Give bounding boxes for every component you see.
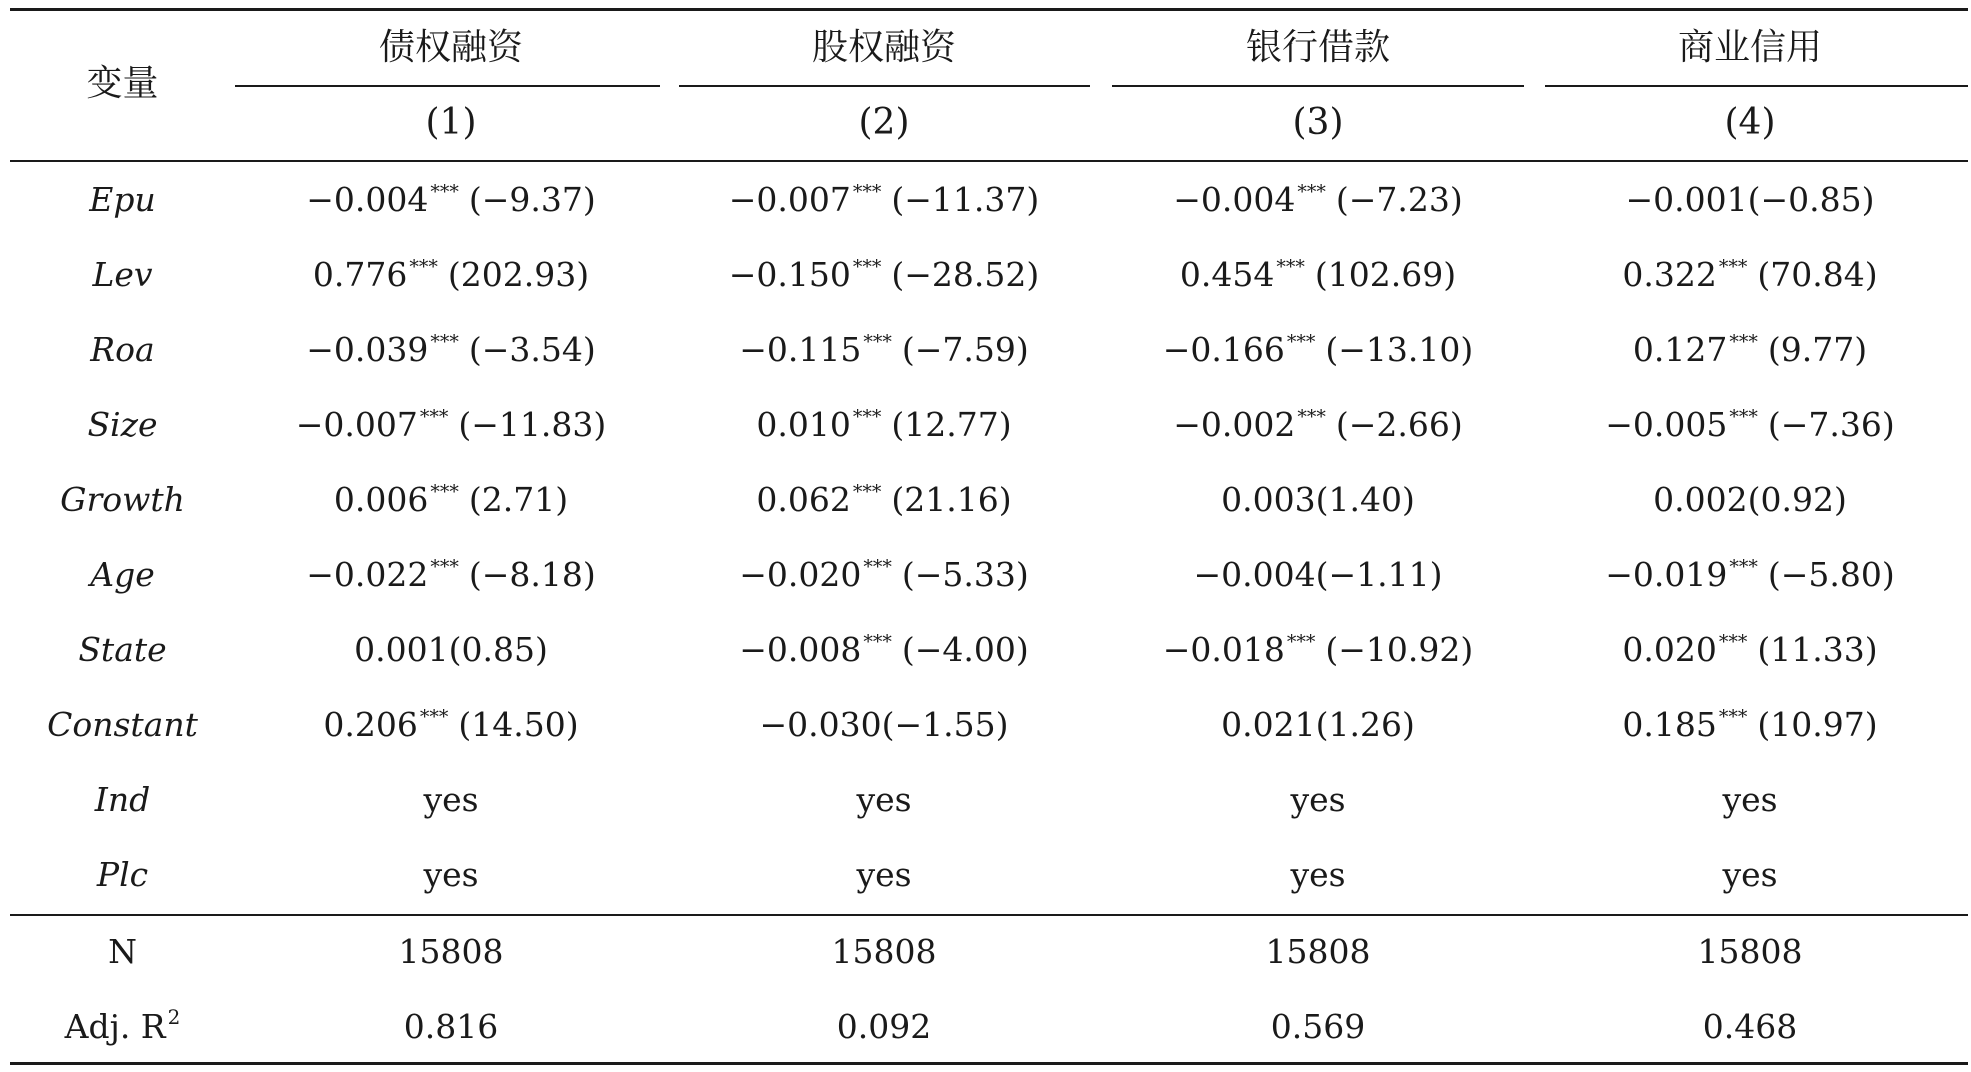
coefficient-value: 0.322 — [1622, 255, 1717, 294]
group-underline-2 — [679, 85, 1090, 87]
coefficient-value: 0.010 — [756, 405, 851, 444]
t-statistic: (−4.00) — [901, 630, 1029, 669]
t-statistic: (10.97) — [1757, 705, 1878, 744]
t-statistic: (9.77) — [1767, 330, 1868, 369]
coefficient-value: −0.166 — [1162, 330, 1285, 369]
variable-name: Growth — [60, 480, 185, 519]
coefficient-value: −0.008 — [739, 630, 862, 669]
coefficient-value: −0.039 — [306, 330, 429, 369]
t-statistic: (−8.18) — [468, 555, 596, 594]
significance-stars: *** — [430, 481, 459, 503]
stat-label — [10, 992, 235, 1062]
group-underline-1 — [235, 85, 660, 87]
variable-name: Ind — [94, 780, 151, 819]
stat-label — [10, 917, 235, 987]
significance-stars: *** — [1718, 631, 1748, 653]
coefficient-value: yes — [1722, 780, 1778, 819]
significance-stars: *** — [1718, 706, 1748, 728]
coefficient-cell — [236, 690, 666, 760]
stat-value: 0.092 — [836, 1007, 932, 1046]
coefficient-value: yes — [423, 855, 479, 894]
significance-stars: *** — [852, 181, 882, 203]
coefficient-value: −0.150 — [728, 255, 851, 294]
coefficient-value: yes — [1722, 855, 1778, 894]
coefficient-cell — [1535, 765, 1965, 835]
significance-stars: *** — [1718, 256, 1748, 278]
coefficient-cell — [236, 540, 666, 610]
t-statistic: (−1.11) — [1315, 555, 1443, 594]
coefficient-value: −0.020 — [739, 555, 862, 594]
significance-stars: *** — [863, 631, 892, 653]
coefficient-cell — [1535, 465, 1965, 535]
coefficient-value: −0.115 — [739, 330, 862, 369]
variable-name: State — [78, 630, 167, 669]
coefficient-value: 0.003 — [1221, 480, 1316, 519]
coefficient-value: −0.030 — [759, 705, 882, 744]
coefficient-cell — [236, 840, 666, 910]
group-header-1: 债权融资 — [378, 27, 523, 68]
coefficient-cell — [236, 465, 666, 535]
significance-stars: *** — [430, 181, 459, 203]
header-rule — [10, 160, 1968, 162]
model-number-3: (3) — [1292, 102, 1344, 143]
variable-name: Age — [90, 555, 155, 594]
significance-stars: *** — [852, 481, 882, 503]
coefficient-value: 0.206 — [323, 705, 418, 744]
coefficient-cell — [1103, 765, 1533, 835]
t-statistic: (−5.80) — [1767, 555, 1895, 594]
t-statistic: (11.33) — [1757, 630, 1878, 669]
coefficient-value: −0.001 — [1625, 180, 1748, 219]
coefficient-cell — [669, 165, 1099, 235]
t-statistic: (−3.54) — [468, 330, 596, 369]
coefficient-cell — [236, 240, 666, 310]
variable-name: Epu — [89, 180, 156, 219]
coefficient-cell — [669, 540, 1099, 610]
stat-superscript: 2 — [167, 1005, 181, 1029]
significance-stars: *** — [409, 256, 438, 278]
t-statistic: (−9.37) — [468, 180, 596, 219]
coefficient-value: 0.002 — [1653, 480, 1748, 519]
coefficient-value: 0.185 — [1622, 705, 1717, 744]
coefficient-cell — [1535, 390, 1965, 460]
significance-stars: *** — [430, 331, 459, 353]
coefficient-value: −0.018 — [1162, 630, 1285, 669]
coefficient-value: −0.004 — [1193, 555, 1316, 594]
variable-name: Size — [87, 405, 158, 444]
significance-stars: *** — [1297, 181, 1326, 203]
variable-header: 变量 — [86, 63, 159, 104]
coefficient-cell — [1103, 615, 1533, 685]
significance-stars: *** — [863, 556, 892, 578]
coefficient-value: 0.001 — [354, 630, 449, 669]
coefficient-cell — [1103, 840, 1533, 910]
model-number-4: (4) — [1724, 102, 1776, 143]
group-underline-4 — [1545, 85, 1968, 87]
group-header-3: 银行借款 — [1245, 27, 1390, 68]
significance-stars: *** — [1286, 631, 1316, 653]
t-statistic: (−28.52) — [891, 255, 1040, 294]
significance-stars: *** — [430, 556, 459, 578]
coefficient-value: −0.005 — [1605, 405, 1728, 444]
coefficient-cell — [1103, 240, 1533, 310]
coefficient-value: yes — [423, 780, 479, 819]
t-statistic: (2.71) — [468, 480, 569, 519]
coefficient-value: yes — [856, 855, 912, 894]
t-statistic: (−11.83) — [458, 405, 607, 444]
stats-rule — [10, 914, 1968, 916]
coefficient-value: 0.776 — [312, 255, 408, 294]
significance-stars: *** — [1729, 556, 1758, 578]
coefficient-cell — [1103, 540, 1533, 610]
significance-stars: *** — [419, 706, 449, 728]
coefficient-cell — [236, 315, 666, 385]
significance-stars: *** — [1729, 331, 1758, 353]
variable-name: Lev — [92, 255, 153, 294]
coefficient-value: yes — [856, 780, 912, 819]
coefficient-cell — [669, 690, 1099, 760]
t-statistic: (21.16) — [891, 480, 1012, 519]
t-statistic: (−1.55) — [881, 705, 1009, 744]
t-statistic: (202.93) — [447, 255, 590, 294]
coefficient-value: −0.007 — [295, 405, 418, 444]
t-statistic: (−7.36) — [1767, 405, 1895, 444]
coefficient-cell — [236, 615, 666, 685]
model-number-1: (1) — [425, 102, 477, 143]
significance-stars: *** — [1297, 406, 1326, 428]
model-number-2: (2) — [858, 102, 910, 143]
coefficient-cell — [669, 840, 1099, 910]
coefficient-cell — [1535, 240, 1965, 310]
coefficient-cell — [1535, 165, 1965, 235]
t-statistic: (−0.85) — [1747, 180, 1875, 219]
t-statistic: (−10.92) — [1325, 630, 1474, 669]
coefficient-cell — [669, 615, 1099, 685]
coefficient-cell — [236, 765, 666, 835]
stat-value: 15808 — [1697, 932, 1803, 971]
t-statistic: (1.26) — [1315, 705, 1415, 744]
coefficient-cell — [1535, 540, 1965, 610]
bottom-rule — [10, 1062, 1968, 1065]
coefficient-cell — [1535, 690, 1965, 760]
stat-value: 0.468 — [1702, 1007, 1798, 1046]
coefficient-cell — [1535, 615, 1965, 685]
t-statistic: (102.69) — [1314, 255, 1457, 294]
coefficient-value: 0.021 — [1221, 705, 1316, 744]
t-statistic: (−5.33) — [901, 555, 1029, 594]
stat-name: Adj. R — [64, 1007, 166, 1046]
coefficient-value: −0.022 — [306, 555, 429, 594]
significance-stars: *** — [852, 406, 882, 428]
t-statistic: (70.84) — [1757, 255, 1878, 294]
top-rule — [10, 8, 1968, 11]
significance-stars: *** — [852, 256, 882, 278]
coefficient-value: yes — [1290, 855, 1346, 894]
t-statistic: (0.85) — [448, 630, 548, 669]
coefficient-cell — [669, 240, 1099, 310]
coefficient-cell — [1535, 840, 1965, 910]
variable-name: Roa — [90, 330, 155, 369]
significance-stars: *** — [419, 406, 449, 428]
significance-stars: *** — [1286, 331, 1316, 353]
coefficient-value: 0.127 — [1632, 330, 1728, 369]
stat-value: 15808 — [398, 932, 504, 971]
coefficient-value: 0.062 — [756, 480, 851, 519]
group-underline-3 — [1112, 85, 1524, 87]
t-statistic: (−2.66) — [1335, 405, 1463, 444]
stat-value: 15808 — [1265, 932, 1371, 971]
variable-name: Plc — [96, 855, 149, 894]
t-statistic: (−7.59) — [901, 330, 1029, 369]
coefficient-value: 0.006 — [333, 480, 429, 519]
coefficient-value: −0.019 — [1605, 555, 1728, 594]
coefficient-cell — [669, 315, 1099, 385]
coefficient-cell — [236, 390, 666, 460]
group-header-4: 商业信用 — [1677, 27, 1822, 68]
significance-stars: *** — [1276, 256, 1305, 278]
coefficient-cell — [669, 390, 1099, 460]
coefficient-value: −0.004 — [306, 180, 429, 219]
stat-name: N — [108, 932, 137, 971]
coefficient-cell — [1103, 690, 1533, 760]
t-statistic: (1.40) — [1315, 480, 1415, 519]
t-statistic: (12.77) — [891, 405, 1012, 444]
t-statistic: (−13.10) — [1325, 330, 1474, 369]
significance-stars: *** — [1729, 406, 1758, 428]
coefficient-cell — [669, 465, 1099, 535]
stat-value: 15808 — [831, 932, 937, 971]
coefficient-cell — [236, 165, 666, 235]
coefficient-cell — [1103, 390, 1533, 460]
t-statistic: (−7.23) — [1335, 180, 1463, 219]
coefficient-value: 0.020 — [1622, 630, 1717, 669]
t-statistic: (0.92) — [1747, 480, 1847, 519]
group-header-2: 股权融资 — [811, 27, 956, 68]
stat-value: 0.816 — [403, 1007, 499, 1046]
coefficient-cell — [1103, 165, 1533, 235]
coefficient-value: yes — [1290, 780, 1346, 819]
coefficient-cell — [1103, 315, 1533, 385]
coefficient-value: −0.007 — [728, 180, 851, 219]
coefficient-cell — [669, 765, 1099, 835]
t-statistic: (14.50) — [458, 705, 579, 744]
coefficient-value: −0.002 — [1173, 405, 1296, 444]
stat-value: 0.569 — [1270, 1007, 1366, 1046]
t-statistic: (−11.37) — [891, 180, 1040, 219]
coefficient-value: 0.454 — [1179, 255, 1275, 294]
coefficient-cell — [1103, 465, 1533, 535]
significance-stars: *** — [863, 331, 892, 353]
coefficient-cell — [1535, 315, 1965, 385]
coefficient-value: −0.004 — [1173, 180, 1296, 219]
variable-name: Constant — [47, 705, 198, 744]
